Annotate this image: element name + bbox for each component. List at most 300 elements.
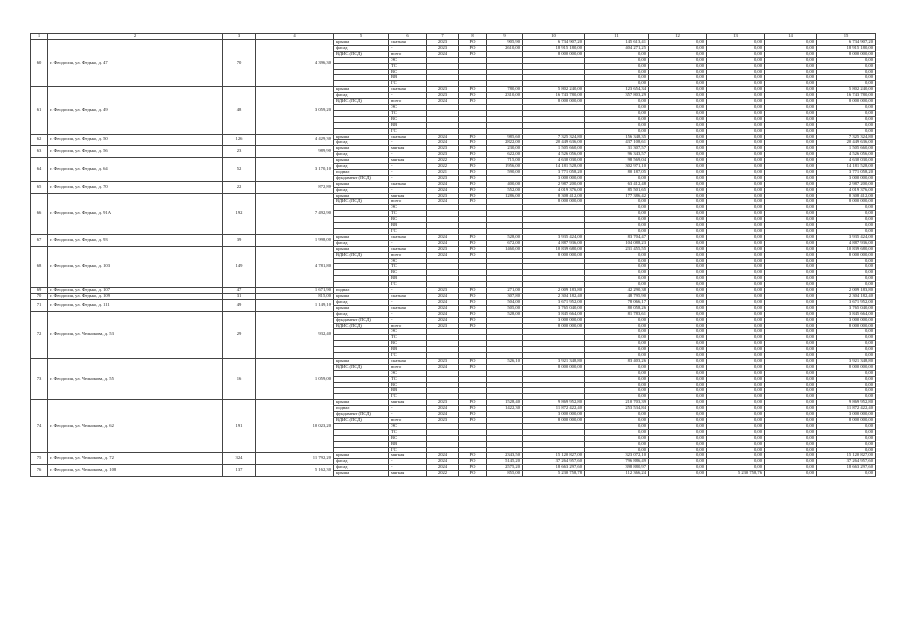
table-cell: ВС [389,69,427,75]
apartments-cell: 52 [223,158,256,182]
table-cell: всего [389,364,427,370]
table-cell: 20 449 636,00 [523,140,585,146]
table-cell: 2023 [427,193,459,199]
table-cell: РО [459,465,487,471]
table-cell: 0,00 [649,134,707,140]
table-cell: 0,00 [765,400,817,406]
table-cell: 0,00 [707,223,765,229]
table-cell: 0,00 [765,353,817,359]
table-cell: 0,00 [585,418,649,424]
table-cell: 0,00 [585,199,649,205]
table-cell: 0,00 [765,329,817,335]
table-cell: 4 630 030,00 [817,158,876,164]
table-cell: 6 734 907,20 [523,40,585,46]
table-cell: 81 783,61 [585,311,649,317]
table-cell: 0,00 [765,181,817,187]
table-cell: 0,00 [765,358,817,364]
table-cell: фундамент (ПСД) [334,412,389,418]
table-cell: 0,00 [765,264,817,270]
table-cell: 63 412,48 [585,181,649,187]
table-cell: 0,00 [765,441,817,447]
table-cell: 271,00 [487,288,523,294]
table-cell: 8 000 000,00 [817,199,876,205]
table-cell: 0,00 [817,122,876,128]
header-cell: 2 [48,34,223,40]
table-cell: 2023 [427,146,459,152]
table-cell: 0,00 [765,169,817,175]
table-cell: 0,00 [817,376,876,382]
table-cell: 3 765 040,00 [817,305,876,311]
table-cell: 0,00 [707,441,765,447]
row-number: 65 [31,181,48,193]
row-number: 66 [31,193,48,234]
address-cell: г. Феодосия, ул. Федько, д. 49 [48,87,223,134]
table-cell: подвал [334,406,389,412]
area-cell: 7 492,90 [256,193,334,234]
table-cell: РО [459,406,487,412]
table-cell: 0,00 [585,370,649,376]
table-cell: 0,00 [707,140,765,146]
area-cell: 4 429,30 [256,134,334,146]
table-cell: 0,00 [707,158,765,164]
table-cell: 8 000 000,00 [817,418,876,424]
table-cell: 0,00 [765,134,817,140]
table-cell: 0,00 [649,429,707,435]
table-cell: 0,00 [817,447,876,453]
table-cell: 2024 [427,364,459,370]
table-cell: 8 308 412,00 [817,193,876,199]
table-cell: 552,00 [487,187,523,193]
address-cell: г. Феодосия, ул. Федько, д. 103 [48,246,223,287]
table-cell: 0,00 [765,158,817,164]
table-cell: подвал [334,288,389,294]
table-cell: 16 743 780,00 [817,93,876,99]
table-cell: 0,00 [707,181,765,187]
table-cell: РО [459,45,487,51]
table-cell: 0,00 [649,152,707,158]
table-cell: - [389,288,427,294]
table-cell: 0,00 [585,423,649,429]
header-cell: 15 [817,34,876,40]
table-cell: 2023 [427,93,459,99]
table-cell: 0,00 [707,152,765,158]
row-number: 76 [31,465,48,477]
address-cell: г. Феодосия, ул. Федько, д. 56 [48,146,223,158]
table-cell: 2024 [427,181,459,187]
table-cell: 4 630 030,00 [523,158,585,164]
table-cell: 0,00 [707,45,765,51]
table-cell: 2822,00 [487,140,523,146]
table-cell: 0,00 [707,187,765,193]
table-cell: ГС [389,81,427,87]
table-cell: 2022 [427,164,459,170]
table-cell: 0,00 [649,276,707,282]
table-cell: 3 000 000,00 [523,175,585,181]
table-cell: 3 921 348,80 [523,358,585,364]
table-cell: 2024 [427,459,459,465]
table-cell: скатная [389,181,427,187]
table-cell: 0,00 [765,370,817,376]
table-cell: 0,00 [649,471,707,477]
table-cell: 0,00 [649,122,707,128]
area-cell: 815,00 [256,293,334,299]
table-cell: 0,00 [649,382,707,388]
table-cell: 0,00 [707,276,765,282]
table-cell: фасад [334,45,389,51]
table-cell: ВВ [389,122,427,128]
apartments-cell: 47 [223,288,256,294]
table-cell: 0,00 [765,270,817,276]
table-cell: 672,00 [487,240,523,246]
table-cell: РО [459,400,487,406]
table-cell: 0,00 [707,128,765,134]
table-cell: 0,00 [707,293,765,299]
table-cell: 0,00 [649,323,707,329]
table-cell: 0,00 [707,317,765,323]
table-cell: ВС [389,270,427,276]
table-cell: - [389,465,427,471]
table-cell: 4 526 056,00 [523,152,585,158]
table-cell: 0,00 [765,140,817,146]
table-cell: 80 058,26 [585,305,649,311]
table-cell: 0,00 [585,429,649,435]
table-cell: ЭС [389,57,427,63]
table-cell: мягкая [389,400,427,406]
table-cell: 2023 [427,175,459,181]
table-cell: ЭС [389,423,427,429]
table-cell: РО [459,169,487,175]
table-cell: 0,00 [649,57,707,63]
table-cell: 0,00 [707,193,765,199]
table-cell: 905,90 [487,40,523,46]
header-cell: 11 [585,34,649,40]
table-cell: крыша [334,471,389,477]
table-cell: 0,00 [707,217,765,223]
table-cell: РО [459,193,487,199]
table-cell: крыша [334,146,389,152]
table-cell: 0,00 [817,353,876,359]
table-cell: 0,00 [585,388,649,394]
table-cell: 0,00 [765,418,817,424]
row-number: 62 [31,134,48,146]
table-cell: 0,00 [707,335,765,341]
apartments-cell: 31 [223,293,256,299]
table-cell: 0,00 [765,364,817,370]
header-cell: 1 [31,34,48,40]
table-cell: 18 915 180,00 [817,45,876,51]
table-cell: 9 869 952,80 [817,400,876,406]
table-cell: - [389,406,427,412]
table-cell: 0,00 [649,341,707,347]
table-cell: 855,00 [487,471,523,477]
table-cell: ВДИС (ПСД) [334,99,389,105]
table-cell: 0,00 [765,288,817,294]
table-cell: 11 872 422,40 [523,406,585,412]
table-cell: - [389,459,427,465]
table-cell: 0,00 [649,217,707,223]
table-cell: 2024 [427,51,459,57]
table-cell: крыша [334,400,389,406]
table-cell: - [389,240,427,246]
table-cell: 0,00 [585,329,649,335]
header-cell: 13 [707,34,765,40]
area-cell: 989,90 [256,146,334,158]
table-cell: 0,00 [707,418,765,424]
table-cell: 0,00 [585,282,649,288]
table-cell: ВС [389,435,427,441]
table-cell: 0,00 [707,370,765,376]
table-cell: 123 654,34 [585,87,649,93]
table-cell: 0,00 [765,299,817,305]
table-cell: 0,00 [707,211,765,217]
header-cell: 6 [389,34,427,40]
table-cell: 0,00 [817,229,876,235]
table-cell: 400,00 [487,181,523,187]
address-cell: г. Феодосия, ул. Федько, д. 91А [48,193,223,234]
table-cell: 0,00 [765,51,817,57]
table-cell: 0,00 [649,335,707,341]
area-cell: 1 998,00 [256,234,334,246]
table-cell: 2024 [427,311,459,317]
table-cell: ВДИС (ПСД) [334,418,389,424]
table-cell: 2024 [427,99,459,105]
table-cell: 0,00 [817,205,876,211]
header-cell: 10 [523,34,585,40]
table-cell: 0,00 [707,93,765,99]
table-cell: фасад [334,299,389,305]
table-cell: 0,00 [817,423,876,429]
table-cell: 0,00 [707,164,765,170]
table-cell: 0,00 [649,270,707,276]
table-cell: 18 915 180,00 [523,45,585,51]
table-cell: 2024 [427,317,459,323]
table-cell: 0,00 [707,311,765,317]
table-cell: 0,00 [765,412,817,418]
table-cell: 0,00 [649,128,707,134]
table-cell: 8 000 000,00 [817,323,876,329]
table-cell: 0,00 [817,75,876,81]
table-cell: крыша [334,87,389,93]
table-cell: 0,00 [707,406,765,412]
table-cell: 0,00 [707,69,765,75]
table-cell: 48 795,90 [585,293,649,299]
table-cell: фасад [334,459,389,465]
table-cell: РО [459,311,487,317]
table-cell: 0,00 [649,158,707,164]
table-cell: 2023 [427,288,459,294]
table-cell: 83 704,47 [585,234,649,240]
table-cell: 4 887 936,00 [523,240,585,246]
table-cell: 0,00 [585,229,649,235]
table-cell: 210 703,39 [585,400,649,406]
table-cell: - [389,311,427,317]
table-cell: - [389,169,427,175]
table-cell: мягкая [389,453,427,459]
table-cell: 0,00 [765,471,817,477]
table-cell: 0,00 [707,270,765,276]
table-cell: 780,00 [487,87,523,93]
table-cell: 0,00 [649,370,707,376]
table-cell: 0,00 [765,40,817,46]
table-cell: 0,00 [817,57,876,63]
table-cell: 0,00 [585,99,649,105]
table-cell: 2024 [427,252,459,258]
table-cell: 0,00 [649,93,707,99]
table-cell: 0,00 [649,211,707,217]
table-cell: 0,00 [817,382,876,388]
table-cell: 0,00 [707,264,765,270]
table-cell: всего [389,323,427,329]
table-cell: 0,00 [649,400,707,406]
address-cell: г. Феодосия, ул. Федько, д. 111 [48,299,223,311]
row-number: 73 [31,358,48,399]
table-cell: 0,00 [649,146,707,152]
table-cell: РО [459,246,487,252]
table-cell: 0,00 [765,128,817,134]
table-cell: 0,00 [707,240,765,246]
table-cell: 0,00 [765,223,817,229]
table-cell: 0,00 [765,406,817,412]
table-cell: 0,00 [649,347,707,353]
table-cell: 0,00 [707,234,765,240]
table-cell: 0,00 [707,435,765,441]
table-cell: 0,00 [765,234,817,240]
table-cell: 0,00 [649,104,707,110]
table-cell: 0,00 [585,382,649,388]
table-cell: 104 088,23 [585,240,649,246]
table-cell: 8 000 000,00 [817,364,876,370]
table-cell: ВС [389,382,427,388]
table-cell: 0,00 [707,63,765,69]
repair-program-table [30,33,876,477]
table-cell: - [389,175,427,181]
table-cell: РО [459,199,487,205]
table-cell: 0,00 [817,69,876,75]
table-cell: 0,00 [585,394,649,400]
address-cell: г. Феодосия, ул. Челнокова, д. 53 [48,311,223,358]
table-cell: мягкая [389,158,427,164]
table-cell: ЭС [389,370,427,376]
table-cell: 15 120 827,00 [817,453,876,459]
table-cell: 0,00 [707,146,765,152]
table-cell: крыша [334,193,389,199]
table-cell: 231 455,55 [585,246,649,252]
table-cell: 37 264 957,60 [523,459,585,465]
table-cell: РО [459,140,487,146]
table-cell: 0,00 [707,229,765,235]
header-cell: 8 [459,34,487,40]
table-cell: 0,00 [765,429,817,435]
table-cell: 2023 [427,152,459,158]
table-cell: 0,00 [649,293,707,299]
table-cell: 4 887 936,00 [817,240,876,246]
table-cell: 3 771 058,20 [817,169,876,175]
table-cell: 2023 [427,40,459,46]
table-cell: 0,00 [817,217,876,223]
table-cell: 0,00 [817,104,876,110]
table-cell: ВВ [389,347,427,353]
table-cell: всего [389,252,427,258]
table-cell: скатная [389,246,427,252]
table-cell: 2022 [427,471,459,477]
table-cell: - [389,164,427,170]
table-cell: 98 569,04 [585,158,649,164]
table-cell: 0,00 [765,193,817,199]
table-cell: ТС [389,110,427,116]
table-cell: 8 000 000,00 [523,199,585,205]
table-cell: РО [459,146,487,152]
table-cell: РО [459,187,487,193]
address-cell: г. Феодосия, ул. Челнокова, д. 108 [48,465,223,477]
table-cell: 0,00 [585,412,649,418]
table-cell: крыша [334,234,389,240]
table-cell: 0,00 [707,110,765,116]
table-cell: 0,00 [765,305,817,311]
table-cell: 2610,00 [487,45,523,51]
table-cell: 0,00 [585,81,649,87]
table-cell: 0,00 [765,246,817,252]
table-cell: 3 845 664,00 [817,311,876,317]
table-cell: скатная [389,134,427,140]
table-cell: 0,00 [707,364,765,370]
table-cell: 0,00 [765,93,817,99]
table-cell: 2022 [427,158,459,164]
table-cell: ВС [389,217,427,223]
table-cell: 0,00 [585,335,649,341]
table-cell: РО [459,453,487,459]
table-cell: 0,00 [707,205,765,211]
table-cell: 3 000 000,00 [523,412,585,418]
table-cell: 0,00 [585,376,649,382]
table-cell: 0,00 [707,382,765,388]
table-cell: 2023 [427,87,459,93]
table-cell: 14 181 528,00 [817,164,876,170]
area-cell: 1 149,10 [256,299,334,311]
table-cell: ГС [389,394,427,400]
table-cell: фасад [334,187,389,193]
table-cell: 1 505 660,00 [523,146,585,152]
apartments-cell: 48 [223,87,256,134]
table-cell: 0,00 [765,252,817,258]
table-cell: ВВ [389,75,427,81]
table-cell: 0,00 [765,323,817,329]
table-cell: всего [389,418,427,424]
table-cell: 3 000 000,00 [817,412,876,418]
table-cell: 0,00 [765,45,817,51]
apartments-cell: 126 [223,134,256,146]
table-cell: 112 366,24 [585,471,649,477]
table-cell: скатная [389,358,427,364]
table-cell: 0,00 [707,459,765,465]
table-cell: 0,00 [649,299,707,305]
table-cell: фасад [334,465,389,471]
table-cell: 0,00 [707,465,765,471]
table-cell: 0,00 [649,229,707,235]
table-cell: 3 671 952,00 [523,299,585,305]
address-cell: г. Феодосия, ул. Федько, д. 64 [48,158,223,182]
table-cell: РО [459,305,487,311]
table-cell: 0,00 [649,240,707,246]
table-cell: 2023 [427,400,459,406]
table-cell: 0,00 [765,376,817,382]
table-cell: 0,00 [765,63,817,69]
table-cell: 0,00 [649,406,707,412]
table-cell: ТС [389,264,427,270]
area-cell: 3 059,20 [256,87,334,134]
row-number: 68 [31,246,48,287]
table-cell: 0,00 [707,305,765,311]
table-cell: 10 839 680,00 [817,246,876,252]
